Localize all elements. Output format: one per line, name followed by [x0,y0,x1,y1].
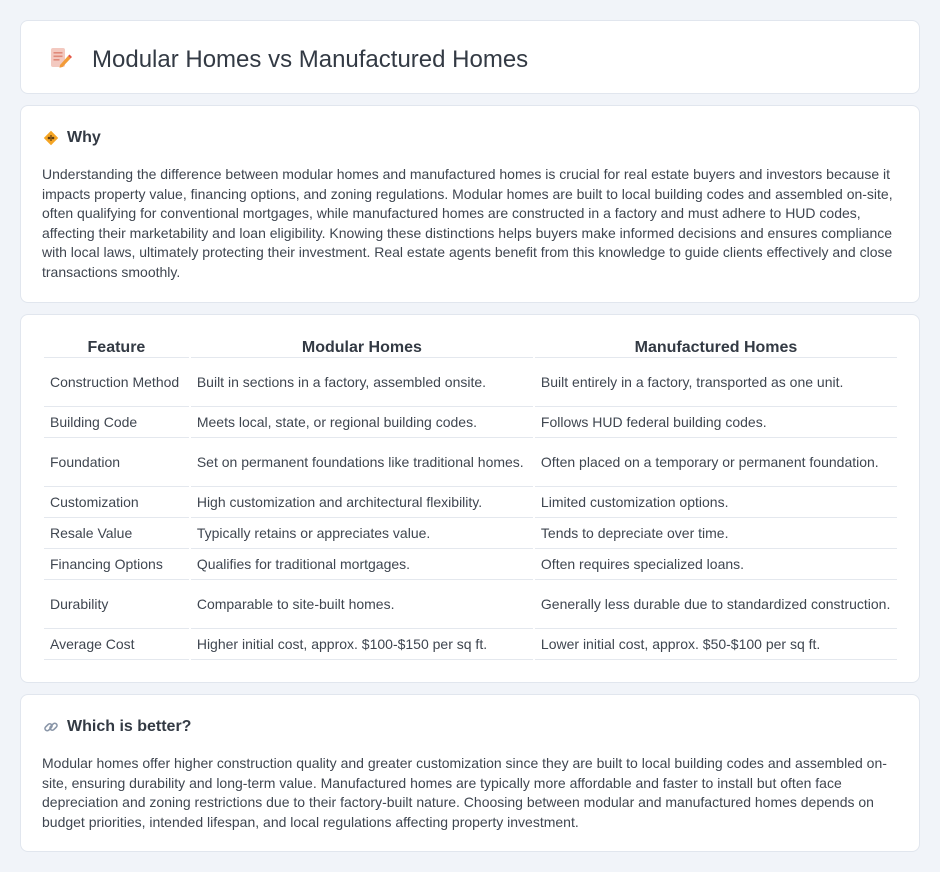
feature-cell: Construction Method [44,358,189,407]
page-title: Modular Homes vs Manufactured Homes [92,46,529,73]
why-heading [43,128,101,148]
link-icon [43,719,59,735]
which-better-section [20,694,920,852]
feature-cell: Financing Options [44,549,189,580]
modular-cell: Comparable to site-built homes. [191,580,533,629]
manufactured-cell: Built entirely in a factory, transported as one unit. [535,358,897,407]
table-row [44,518,897,549]
header-feature: Feature [44,335,189,358]
table-row [44,407,897,438]
manufactured-cell: Lower initial cost, approx. $50-$100 per sq ft. [535,629,897,660]
header-modular: Modular Homes [191,335,533,358]
document-pencil-icon [48,46,72,70]
table-row [44,580,897,629]
manufactured-cell: Limited customization options. [535,487,897,518]
table-row [44,629,897,660]
table-row [44,549,897,580]
table-row [44,487,897,518]
modular-cell: Meets local, state, or regional building codes. [191,407,533,438]
feature-cell: Resale Value [44,518,189,549]
table-row [44,358,897,407]
header-manufactured: Manufactured Homes [535,335,897,358]
modular-cell: High customization and architectural flexibility. [191,487,533,518]
why-section [20,105,920,303]
which-better-title: Which is better? [67,718,192,735]
table-header-row [44,335,897,358]
comparison-table [42,335,899,660]
modular-cell: Typically retains or appreciates value. [191,518,533,549]
warning-diamond-icon [43,130,59,146]
table-row [44,438,897,487]
manufactured-cell: Generally less durable due to standardized construction. [535,580,897,629]
manufactured-cell: Tends to depreciate over time. [535,518,897,549]
manufactured-cell: Often placed on a temporary or permanent foundation. [535,438,897,487]
feature-cell: Building Code [44,407,189,438]
modular-cell: Qualifies for traditional mortgages. [191,549,533,580]
which-better-heading [43,717,191,737]
feature-cell: Foundation [44,438,189,487]
why-text: Understanding the difference between modular homes and manufactured homes is crucial for real estate buyers and investors because it impacts property value, financing options, and zoning regulations. Modular homes are built to local building codes and assembled on-site, often qualifying for conventional mortgages, while manufactured homes are constructed in a factory and must adhere to HUD codes, affecting their marketability and loan eligibility. Knowing these distinctions helps buyers make informed decisions and ensures compliance with local laws, ultimately protecting their investment. Real estate agents benefit from this knowledge to guide clients effectively and close transactions smoothly. [42,166,893,280]
modular-cell: Higher initial cost, approx. $100-$150 per sq ft. [191,629,533,660]
comparison-section [20,314,920,683]
manufactured-cell: Often requires specialized loans. [535,549,897,580]
manufactured-cell: Follows HUD federal building codes. [535,407,897,438]
feature-cell: Customization [44,487,189,518]
title-card [20,20,920,94]
feature-cell: Average Cost [44,629,189,660]
modular-cell: Set on permanent foundations like traditional homes. [191,438,533,487]
why-title: Why [67,129,101,146]
modular-cell: Built in sections in a factory, assembled onsite. [191,358,533,407]
feature-cell: Durability [44,580,189,629]
which-better-text: Modular homes offer higher construction quality and greater customization since they are built to local building codes and assembled on-site, ensuring durability and long-term value. Manufactured homes are typically more affordable and faster to install but often face depreciation and zoning restrictions due to their factory-built nature. Choosing between modular and manufactured homes depends on budget priorities, intended lifespan, and local regulations affecting property investment. [42,755,887,830]
